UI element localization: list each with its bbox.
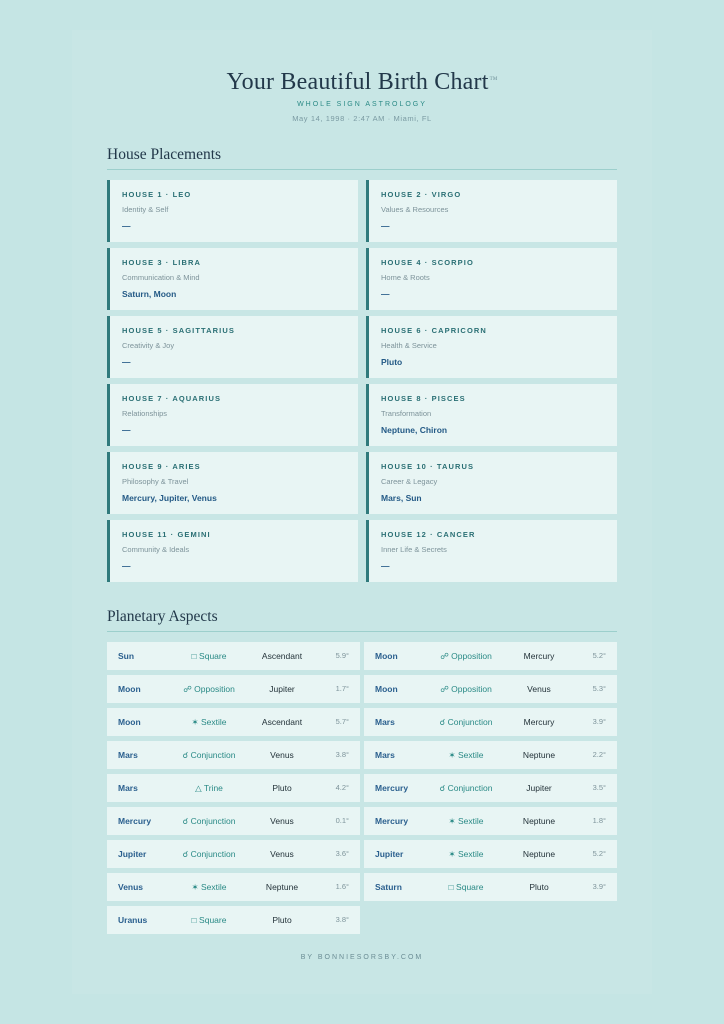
aspect-planet-2: Mercury	[523, 651, 555, 661]
house-card	[366, 316, 617, 378]
house-theme: Health & Service	[381, 341, 437, 350]
aspect-orb: 3.8°	[335, 750, 349, 759]
house-name: HOUSE 12 · CANCER	[381, 530, 476, 539]
aspect-orb: 3.6°	[335, 849, 349, 858]
aspect-planet-1: Moon	[118, 684, 141, 694]
aspect-type: ☌ Conjunction	[182, 816, 236, 826]
aspect-orb: 5.3°	[592, 684, 606, 693]
house-theme: Inner Life & Secrets	[381, 545, 447, 554]
house-name: HOUSE 1 · LEO	[122, 190, 192, 199]
aspect-planet-1: Mercury	[375, 783, 409, 793]
house-planets: —	[122, 221, 131, 231]
aspect-orb: 4.2°	[335, 783, 349, 792]
aspect-orb: 5.9°	[335, 651, 349, 660]
house-name: HOUSE 5 · SAGITTARIUS	[122, 326, 235, 335]
aspect-row	[107, 642, 360, 670]
page-title	[72, 66, 652, 96]
house-planets: —	[381, 561, 390, 571]
birth-chart-page	[72, 30, 652, 994]
aspect-type: □ Square	[191, 915, 227, 925]
aspect-type: ✶ Sextile	[448, 816, 484, 826]
aspect-type: ☍ Opposition	[440, 684, 492, 694]
title-text: Your Beautiful Birth Chart	[226, 69, 489, 95]
house-name: HOUSE 8 · PISCES	[381, 394, 466, 403]
aspect-type: ☍ Opposition	[183, 684, 235, 694]
aspect-planet-2: Venus	[527, 684, 551, 694]
aspect-orb: 3.5°	[592, 783, 606, 792]
aspect-planet-1: Mercury	[118, 816, 152, 826]
house-card	[366, 520, 617, 582]
house-planets: —	[122, 357, 131, 367]
house-theme: Home & Roots	[381, 273, 430, 282]
aspect-planet-2: Neptune	[522, 750, 556, 760]
aspect-type: ✶ Sextile	[448, 750, 484, 760]
aspect-row	[107, 840, 360, 868]
house-name: HOUSE 9 · ARIES	[122, 462, 201, 471]
aspect-planet-2: Neptune	[522, 849, 556, 859]
aspect-planet-1: Moon	[375, 684, 398, 694]
aspect-planet-2: Mercury	[523, 717, 555, 727]
aspect-row	[364, 807, 617, 835]
aspect-type: ✶ Sextile	[448, 849, 484, 859]
aspect-planet-1: Jupiter	[118, 849, 147, 859]
aspect-row	[364, 840, 617, 868]
aspect-type: □ Square	[448, 882, 484, 892]
aspect-type: ☌ Conjunction	[182, 849, 236, 859]
aspect-planet-1: Mars	[118, 750, 138, 760]
house-theme: Identity & Self	[122, 205, 169, 214]
footer-credit: BY BONNIESORSBY.COM	[300, 954, 424, 961]
house-card	[107, 180, 358, 242]
aspect-planet-1: Sun	[118, 651, 135, 661]
house-theme: Relationships	[122, 409, 168, 418]
aspect-orb: 3.8°	[335, 915, 349, 924]
house-theme: Community & Ideals	[122, 545, 190, 554]
aspect-planet-1: Jupiter	[375, 849, 404, 859]
house-planets: Mercury, Jupiter, Venus	[122, 493, 217, 503]
house-name: HOUSE 4 · SCORPIO	[381, 258, 474, 267]
aspect-planet-1: Saturn	[375, 882, 402, 892]
aspect-planet-1: Mercury	[375, 816, 409, 826]
aspect-planet-1: Venus	[118, 882, 144, 892]
house-theme: Career & Legacy	[381, 477, 438, 486]
aspect-row	[364, 873, 617, 901]
house-theme: Philosophy & Travel	[122, 477, 189, 486]
house-card	[366, 180, 617, 242]
aspect-orb: 1.8°	[592, 816, 606, 825]
aspect-planet-2: Pluto	[272, 915, 292, 925]
aspect-type: ✶ Sextile	[191, 882, 227, 892]
aspect-row	[364, 675, 617, 703]
aspect-planet-1: Mars	[118, 783, 138, 793]
planetary-aspects-grid	[107, 642, 617, 934]
house-planets: Pluto	[381, 357, 403, 367]
house-name: HOUSE 6 · CAPRICORN	[381, 326, 487, 335]
aspect-planet-2: Jupiter	[269, 684, 295, 694]
aspect-planet-2: Ascendant	[261, 651, 303, 661]
aspect-orb: 2.2°	[592, 750, 606, 759]
aspect-planet-1: Mars	[375, 717, 395, 727]
house-planets: —	[122, 561, 131, 571]
house-planets: Mars, Sun	[381, 493, 422, 503]
aspect-row	[364, 774, 617, 802]
house-name: HOUSE 2 · VIRGO	[381, 190, 462, 199]
aspect-planet-2: Venus	[270, 750, 294, 760]
aspect-type: ☍ Opposition	[440, 651, 492, 661]
aspect-planet-2: Neptune	[265, 882, 299, 892]
house-planets: —	[381, 289, 390, 299]
aspect-row	[107, 675, 360, 703]
birth-info: May 14, 1998 · 2:47 AM · Miami, FL	[292, 114, 432, 123]
aspect-row	[107, 873, 360, 901]
house-planets: —	[122, 425, 131, 435]
aspect-row	[107, 807, 360, 835]
house-card	[107, 520, 358, 582]
house-card	[366, 248, 617, 310]
aspect-planet-2: Neptune	[522, 816, 556, 826]
house-card	[107, 316, 358, 378]
aspect-row	[364, 642, 617, 670]
house-name: HOUSE 3 · LIBRA	[122, 258, 202, 267]
aspect-orb: 0.1°	[335, 816, 349, 825]
aspect-row	[107, 774, 360, 802]
house-name: HOUSE 11 · GEMINI	[122, 530, 211, 539]
aspect-planet-1: Moon	[118, 717, 141, 727]
house-planets: Saturn, Moon	[122, 289, 177, 299]
aspect-type: ☌ Conjunction	[439, 717, 493, 727]
header	[72, 66, 652, 123]
aspect-row	[364, 708, 617, 736]
subtitle: WHOLE SIGN ASTROLOGY	[297, 101, 427, 108]
house-theme: Transformation	[381, 409, 432, 418]
house-placements-heading: House Placements	[107, 146, 617, 170]
house-theme: Creativity & Joy	[122, 341, 175, 350]
aspect-type: ☌ Conjunction	[182, 750, 236, 760]
aspect-planet-2: Pluto	[529, 882, 549, 892]
house-theme: Values & Resources	[381, 205, 449, 214]
house-placements-grid	[107, 180, 617, 582]
aspect-orb: 5.7°	[335, 717, 349, 726]
planetary-aspects-heading: Planetary Aspects	[107, 608, 617, 632]
aspect-row	[364, 741, 617, 769]
house-planets: Neptune, Chiron	[381, 425, 448, 435]
aspect-planet-1: Moon	[375, 651, 398, 661]
aspect-type: △ Trine	[195, 783, 223, 793]
aspect-type: □ Square	[191, 651, 227, 661]
aspect-row	[107, 906, 360, 934]
aspect-planet-2: Ascendant	[261, 717, 303, 727]
house-card	[107, 452, 358, 514]
aspect-orb: 5.2°	[592, 849, 606, 858]
aspect-planet-1: Mars	[375, 750, 395, 760]
house-card	[366, 384, 617, 446]
aspect-orb: 1.7°	[335, 684, 349, 693]
house-card	[366, 452, 617, 514]
aspect-orb: 3.9°	[592, 717, 606, 726]
house-card	[107, 384, 358, 446]
aspect-planet-2: Jupiter	[526, 783, 552, 793]
aspect-planet-1: Uranus	[118, 915, 148, 925]
house-name: HOUSE 7 · AQUARIUS	[122, 394, 222, 403]
aspect-type: ✶ Sextile	[191, 717, 227, 727]
aspect-type: ☌ Conjunction	[439, 783, 493, 793]
aspect-orb: 1.6°	[335, 882, 349, 891]
aspect-row	[107, 741, 360, 769]
house-name: HOUSE 10 · TAURUS	[381, 462, 475, 471]
aspect-orb: 5.2°	[592, 651, 606, 660]
aspect-planet-2: Venus	[270, 816, 294, 826]
aspect-orb: 3.9°	[592, 882, 606, 891]
aspect-row	[107, 708, 360, 736]
house-theme: Communication & Mind	[122, 273, 200, 282]
aspect-planet-2: Pluto	[272, 783, 292, 793]
trademark-mark: TM	[489, 77, 498, 82]
house-planets: —	[381, 221, 390, 231]
house-card	[107, 248, 358, 310]
aspect-planet-2: Venus	[270, 849, 294, 859]
